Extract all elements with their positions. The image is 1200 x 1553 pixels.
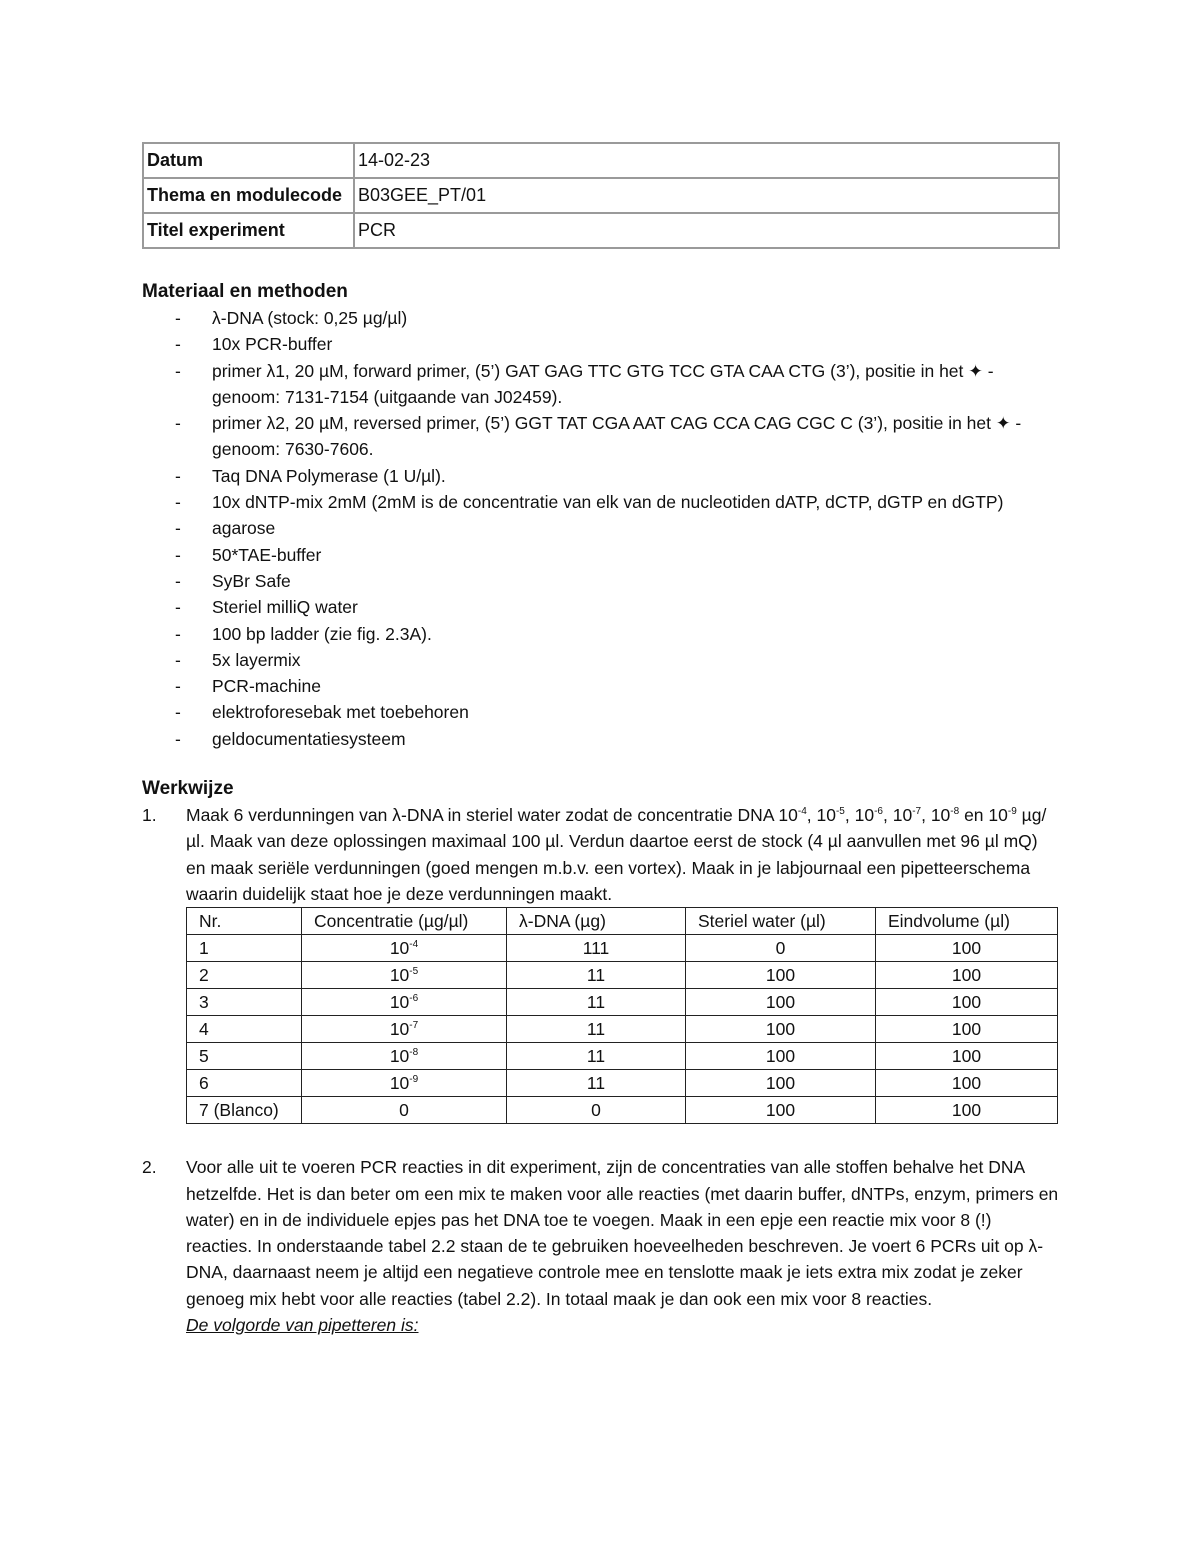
cell-concentration: $10^{-4}$ (302, 935, 507, 962)
info-value: 14-02-23 (354, 143, 1059, 178)
list-item: - primer λ2, 20 µM, reversed primer, (5’) GGT TAT CGA AAT CAG CCA CAG CGC C (3’), positie in het ✦ -genoom: 7630-7606. (142, 410, 1060, 463)
list-item: - Steriel milliQ water (142, 594, 1060, 620)
list-item: - SyBr Safe (142, 568, 1060, 594)
cell-nr: 7 (Blanco) (187, 1097, 302, 1124)
cell-nr: 3 (187, 989, 302, 1016)
column-header: Nr. (187, 908, 302, 935)
list-item: - agarose (142, 515, 1060, 541)
list-item: - Taq DNA Polymerase (1 U/µl). (142, 463, 1060, 489)
table-row (187, 1043, 1058, 1070)
table-row (187, 1016, 1058, 1043)
werkwijze-heading: Werkwijze (142, 778, 234, 800)
cell-concentration: 0 (302, 1097, 507, 1124)
info-label: Datum (143, 143, 354, 178)
cell-water: 100 (686, 1097, 876, 1124)
dilution-table (186, 907, 1058, 1124)
step-number: 1. (142, 805, 157, 826)
cell-dna: 11 (507, 1043, 686, 1070)
info-row-title (143, 213, 1059, 248)
cell-dna: 0 (507, 1097, 686, 1124)
cell-water: 0 (686, 935, 876, 962)
info-row-module (143, 178, 1059, 213)
steps-list (142, 802, 1060, 1338)
cell-concentration: $10^{-7}$ (302, 1016, 507, 1043)
list-item: - λ-DNA (stock: 0,25 µg/µl) (142, 305, 1060, 331)
table-row (187, 989, 1058, 1016)
table-row (187, 1070, 1058, 1097)
cell-water: 100 (686, 1043, 876, 1070)
cell-dna: 11 (507, 989, 686, 1016)
cell-volume: 100 (876, 989, 1058, 1016)
cell-dna: 11 (507, 1070, 686, 1097)
column-header: λ-DNA (µg) (507, 908, 686, 935)
pipetting-order-subheading: De volgorde van pipetteren is: (186, 1315, 419, 1336)
column-header: Eindvolume (µl) (876, 908, 1058, 935)
cell-water: 100 (686, 989, 876, 1016)
cell-volume: 100 (876, 1070, 1058, 1097)
cell-nr: 2 (187, 962, 302, 989)
list-item: - 10x PCR-buffer (142, 331, 1060, 357)
list-item: - 5x layermix (142, 647, 1060, 673)
cell-dna: 11 (507, 1016, 686, 1043)
cell-volume: 100 (876, 1097, 1058, 1124)
step-number: 2. (142, 1157, 157, 1178)
cell-concentration: $10^{-8}$ (302, 1043, 507, 1070)
step-text: Maak 6 verdunningen van λ-DNA in steriel water zodat de concentratie DNA $10^{-4}$, $10^{-5}$, $10^{-6}$, $10^{-7}$, $10^{-8}$ en $10^{-9}$ µg/µl. Maak van deze oplossingen maximaal 100 µl. Verdun daartoe eerst de stock (4 µl aanvullen met 96 µl mQ) en maak seriële verdunningen (goed mengen m.b.v. een vortex). Maak in je labjournaal een pipetteerschema waarin duidelijk staat hoe je deze verdunningen maakt. (186, 805, 1047, 904)
list-item: - 100 bp ladder (zie fig. 2.3A). (142, 621, 1060, 647)
list-item: - geldocumentatiesysteem (142, 726, 1060, 752)
cell-volume: 100 (876, 935, 1058, 962)
info-value: B03GEE_PT/01 (354, 178, 1059, 213)
cell-volume: 100 (876, 1016, 1058, 1043)
column-header: Concentratie (µg/µl) (302, 908, 507, 935)
cell-dna: 11 (507, 962, 686, 989)
cell-concentration: $10^{-9}$ (302, 1070, 507, 1097)
list-item: - elektroforesebak met toebehoren (142, 699, 1060, 725)
table-row (187, 935, 1058, 962)
cell-volume: 100 (876, 962, 1058, 989)
cell-volume: 100 (876, 1043, 1058, 1070)
document-page (142, 142, 1060, 1338)
cell-water: 100 (686, 962, 876, 989)
cell-water: 100 (686, 1016, 876, 1043)
cell-nr: 5 (187, 1043, 302, 1070)
materials-heading: Materiaal en methoden (142, 281, 348, 302)
table-row (187, 1097, 1058, 1124)
table-row (187, 962, 1058, 989)
cell-nr: 1 (187, 935, 302, 962)
list-item: - primer λ1, 20 µM, forward primer, (5’) GAT GAG TTC GTG TCC GTA CAA CTG (3’), positie in het ✦ -genoom: 7131-7154 (uitgaande van J02459). (142, 358, 1060, 411)
materials-list (142, 305, 1060, 752)
column-header: Steriel water (µl) (686, 908, 876, 935)
info-label: Titel experiment (143, 213, 354, 248)
list-item: - 50*TAE-buffer (142, 542, 1060, 568)
list-item: - 10x dNTP-mix 2mM (2mM is de concentratie van elk van de nucleotiden dATP, dCTP, dGTP en dGTP) (142, 489, 1060, 515)
cell-concentration: $10^{-6}$ (302, 989, 507, 1016)
step-text: Voor alle uit te voeren PCR reacties in dit experiment, zijn de concentraties van alle stoffen behalve het DNA hetzelfde. Het is dan beter om een mix te maken voor alle reacties (met daarin buffer, dNTPs, enzym, primers en water) en in de individuele epjes pas het DNA toe te voegen. Maak in een epje een reactie mix voor 8 (!) reacties. In onderstaande tabel 2.2 staan de te gebruiken hoeveelheden beschreven. Je voert 6 PCRs uit op λ-DNA, daarnaast neem je altijd een negatieve controle mee en tenslotte maak je iets extra mix zodat je zeker genoeg mix hebt voor alle reacties (tabel 2.2). In totaal maak je dan ook een mix voor 8 reacties. (186, 1157, 1059, 1309)
cell-nr: 6 (187, 1070, 302, 1097)
info-value: PCR (354, 213, 1059, 248)
step-1 (142, 802, 1060, 1124)
info-row-date (143, 143, 1059, 178)
cell-water: 100 (686, 1070, 876, 1097)
cell-nr: 4 (187, 1016, 302, 1043)
cell-dna: 111 (507, 935, 686, 962)
cell-concentration: $10^{-5}$ (302, 962, 507, 989)
table-header-row (187, 908, 1058, 935)
list-item: - PCR-machine (142, 673, 1060, 699)
experiment-info-table (142, 142, 1060, 249)
step-2 (142, 1154, 1060, 1338)
info-label: Thema en modulecode (143, 178, 354, 213)
